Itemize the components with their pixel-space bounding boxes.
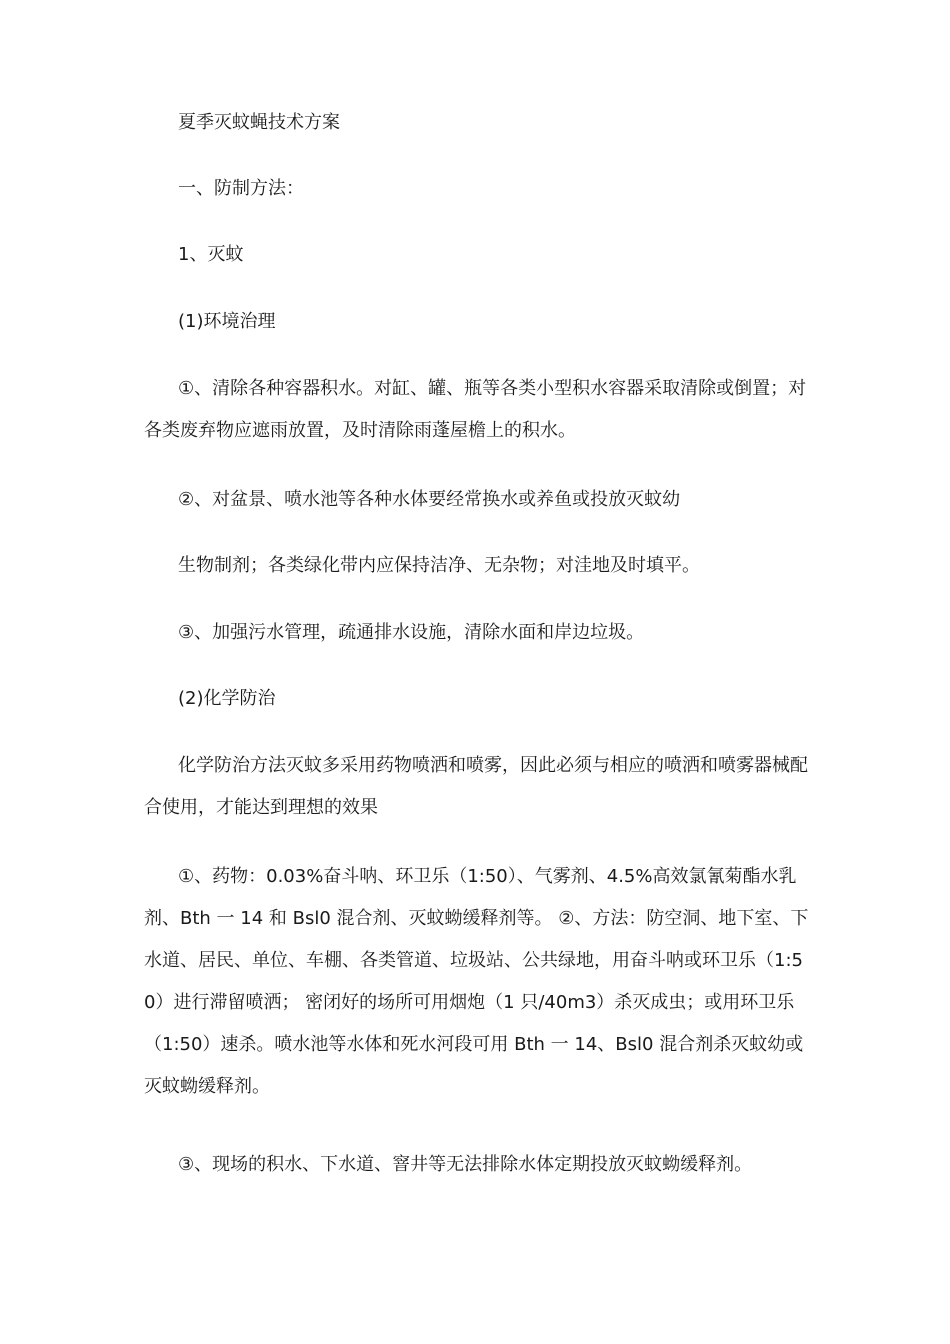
- subheading-environment-management: (1)环境治理: [178, 311, 276, 332]
- paragraph-env-item-2-line-2: 生物制剂；各类绿化带内应保持洁净、无杂物；对洼地及时填平。: [178, 555, 700, 576]
- subheading-chemical-control: (2)化学防治: [178, 688, 276, 709]
- paragraph-chemical-items: ①、药物：0.03%奋斗呐、环卫乐（1:50）、气雾剂、4.5%高效氯氰菊酯水乳剂、Bth 一 14 和 Bsl0 混合剂、灭蚊蚴缓释剂等。 ②、方法：防空洞、地下室、下水道、居民、单位、车棚、各类管道、垃圾站、公共绿地，用奋斗呐或环卫乐（1:50）进行滞留喷洒； 密闭好的场所可用烟炮（1 只/40m3）杀灭成虫；或用环卫乐（1:50）速杀。喷水池等水体和死水河段可用 Bth 一 14、Bsl0 混合剂杀灭蚊幼或灭蚊蚴缓释剂。: [144, 866, 809, 1097]
- paragraph-chemical-item-3: ③、现场的积水、下水道、窨井等无法排除水体定期投放灭蚊蚴缓释剂。: [178, 1154, 753, 1175]
- section-heading-prevention-methods: 一、防制方法：: [178, 178, 304, 199]
- paragraph-env-item-1: ①、清除各种容器积水。对缸、罐、瓶等各类小型积水容器采取清除或倒置；对各类废弃物应遮雨放置，及时清除雨蓬屋檐上的积水。: [144, 378, 807, 441]
- paragraph-chemical-intro: 化学防治方法灭蚊多采用药物喷洒和喷雾，因此必须与相应的喷洒和喷雾器械配合使用，才能达到理想的效果: [144, 755, 808, 818]
- paragraph-env-item-3: ③、加强污水管理，疏通排水设施，清除水面和岸边垃圾。: [178, 622, 645, 643]
- subheading-mosquito-control: 1、灭蚊: [178, 244, 244, 265]
- document-title: 夏季灭蚊蝇技术方案: [178, 112, 340, 133]
- paragraph-env-item-2-line-1: ②、对盆景、喷水池等各种水体要经常换水或养鱼或投放灭蚊幼: [178, 489, 681, 510]
